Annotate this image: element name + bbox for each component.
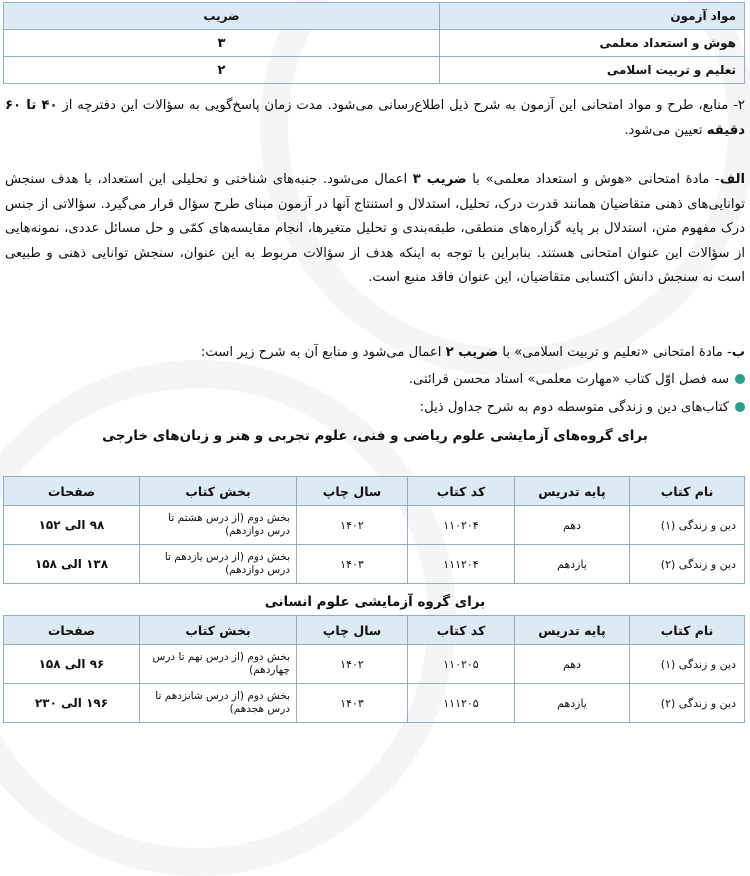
- grade-cell: یازدهم: [515, 684, 630, 723]
- grade-cell: دهم: [515, 645, 630, 684]
- header-book-section: بخش کتاب: [140, 616, 297, 645]
- book-section-cell: بخش دوم (از درس هشتم تا درس دوازدهم): [140, 506, 297, 545]
- print-year-cell: ۱۴۰۲: [297, 506, 408, 545]
- books-table-1: [3, 476, 745, 584]
- header-book-name: نام کتاب: [630, 477, 745, 506]
- header-book-code: کد کتاب: [408, 477, 515, 506]
- table-row: [4, 645, 745, 684]
- table-row: [4, 545, 745, 584]
- table-header-row: [4, 3, 745, 30]
- grade-cell: یازدهم: [515, 545, 630, 584]
- bullet-item: کتاب‌های دین و زندگی متوسطه دوم به شرح جداول ذیل:: [420, 396, 745, 420]
- book-section-cell: بخش دوم (از درس یازدهم تا درس دوازدهم): [140, 545, 297, 584]
- header-grade: پایه تدریس: [515, 616, 630, 645]
- subjects-table: [3, 2, 745, 84]
- book-name-cell: دین و زندگی (۲): [630, 684, 745, 723]
- book-code-cell: ۱۱۰۲۰۴: [408, 506, 515, 545]
- pages-cell: ۱۹۶ الی ۲۳۰: [4, 684, 140, 723]
- pages-cell: ۹۸ الی ۱۵۲: [4, 506, 140, 545]
- header-grade: پایه تدریس: [515, 477, 630, 506]
- header-book-name: نام کتاب: [630, 616, 745, 645]
- book-code-cell: ۱۱۱۲۰۵: [408, 684, 515, 723]
- paragraph-resources: ۲- منابع، طرح و مواد امتحانی این آزمون به شرح ذیل اطلاع‌رسانی می‌شود. مدت زمان پاسخ‌گویی به سؤالات این دفترچه از ۴۰ تا ۶۰ دقیقه تعیین می‌شود.: [5, 98, 745, 138]
- header-coefficient: ضریب: [4, 3, 440, 30]
- table1-title: برای گروه‌های آزمایشی علوم ریاضی و فنی، علوم تجربی و هنر و زبان‌های خارجی: [102, 428, 648, 444]
- print-year-cell: ۱۴۰۳: [297, 545, 408, 584]
- pages-cell: ۹۶ الی ۱۵۸: [4, 645, 140, 684]
- header-subject: مواد آزمون: [440, 3, 745, 30]
- header-print-year: سال چاپ: [297, 616, 408, 645]
- book-section-cell: بخش دوم (از درس شانزدهم تا درس هجدهم): [140, 684, 297, 723]
- paragraph-be: ب- مادهٔ امتحانی «تعلیم و تربیت اسلامی» با ضریب ۲ اعمال می‌شود و منابع آن به شرح زیر است:: [200, 345, 745, 360]
- paragraph-alef: الف- مادهٔ امتحانی «هوش و استعداد معلمی» با ضریب ۳ اعمال می‌شود. جنبه‌های شناختی و تحلیلی این استعداد، با هدف سنجش توانایی‌های ذهنی متقاضیان همانند قدرت درک، تحلیل، استدلال و استنتاج آنها در آزمون مبنای طرح سؤال قرار می‌گیرد. سؤالاتی از جنس درک مفهوم متن، استدلال بر پایه گزاره‌های منطقی، طبقه‌بندی و تحلیل متغیرها، انجام مقایسه‌های کمّی و حل مسائل عددی، نمونه‌هایی از سؤالات این عنوان امتحانی هستند. بنابراین با توجه به اینکه هدف از سؤالات مربوط به این عنوان، سنجش توانایی ذهنی و طبیعی است نه سنجش دانش اکتسابی متقاضیان، این عنوان فاقد منبع است.: [5, 172, 746, 285]
- header-book-section: بخش کتاب: [140, 477, 297, 506]
- print-year-cell: ۱۴۰۲: [297, 645, 408, 684]
- print-year-cell: ۱۴۰۳: [297, 684, 408, 723]
- coefficient-cell: ۳: [4, 30, 440, 57]
- subject-cell: تعلیم و تربیت اسلامی: [440, 57, 745, 84]
- header-book-code: کد کتاب: [408, 616, 515, 645]
- book-name-cell: دین و زندگی (۱): [630, 506, 745, 545]
- subject-cell: هوش و استعداد معلمی: [440, 30, 745, 57]
- table2-title: برای گروه آزمایشی علوم انسانی: [264, 594, 486, 610]
- bullet-dot-icon: [735, 374, 745, 384]
- header-pages: صفحات: [4, 616, 140, 645]
- header-pages: صفحات: [4, 477, 140, 506]
- book-code-cell: ۱۱۱۲۰۴: [408, 545, 515, 584]
- bullet-item: سه فصل اوّل کتاب «مهارت معلمی» استاد محسن قرائتی.: [409, 368, 745, 392]
- book-code-cell: ۱۱۰۲۰۵: [408, 645, 515, 684]
- table-header-row: [4, 477, 745, 506]
- table-row: [4, 506, 745, 545]
- coefficient-cell: ۲: [4, 57, 440, 84]
- table-header-row: [4, 616, 745, 645]
- header-print-year: سال چاپ: [297, 477, 408, 506]
- bullet-dot-icon: [735, 402, 745, 412]
- pages-cell: ۱۳۸ الی ۱۵۸: [4, 545, 140, 584]
- table-row: [4, 30, 745, 57]
- alef-lead: الف: [719, 172, 746, 187]
- book-name-cell: دین و زندگی (۱): [630, 645, 745, 684]
- be-lead: ب: [731, 345, 745, 360]
- book-name-cell: دین و زندگی (۲): [630, 545, 745, 584]
- grade-cell: دهم: [515, 506, 630, 545]
- table-row: [4, 57, 745, 84]
- books-table-2: [3, 615, 745, 723]
- table-row: [4, 684, 745, 723]
- book-section-cell: بخش دوم (از درس نهم تا درس چهاردهم): [140, 645, 297, 684]
